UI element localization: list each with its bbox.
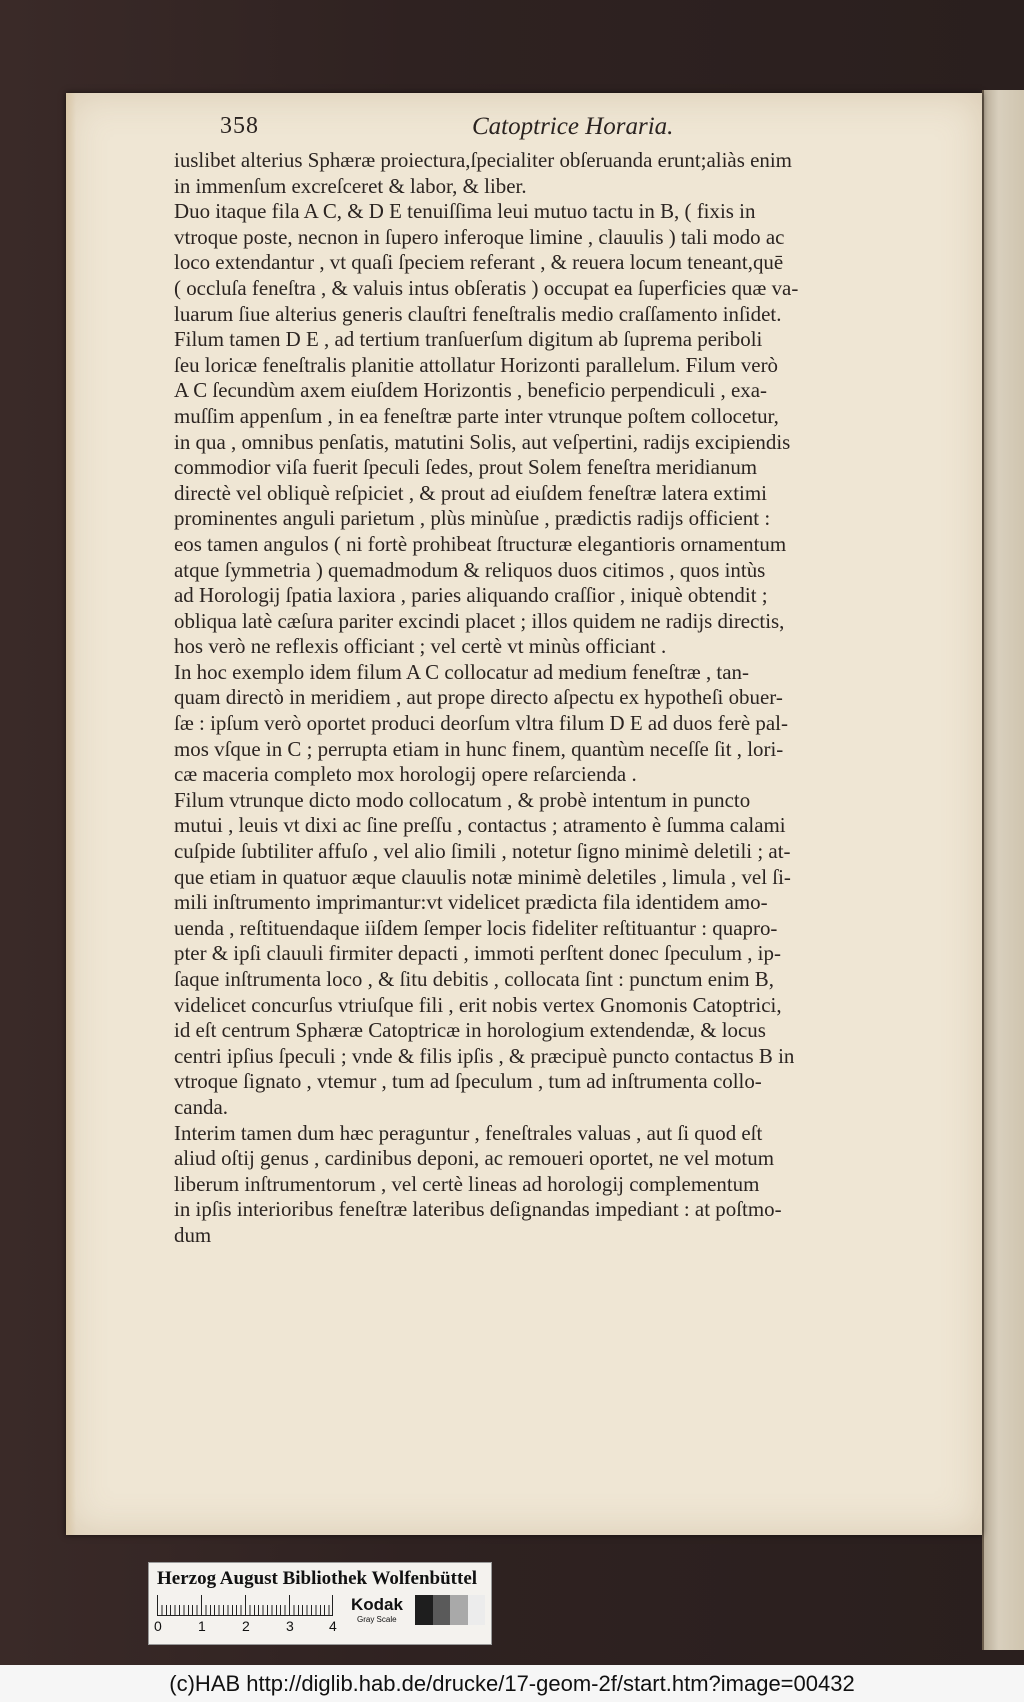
page-gutter-shadow (66, 93, 76, 1535)
ruler-number: 3 (286, 1618, 294, 1634)
text-line: obliqua latè cæſura pariter excindi placet ; illos quidem ne radijs directis, (174, 608, 785, 633)
text-line: ( occluſa feneſtra , & valuis intus obſeratis ) occupat ea ſuperficies quæ va- (174, 275, 799, 300)
text-line: iuslibet alterius Sphæræ proiectura,ſpecialiter obſeruanda erunt;aliàs enim (174, 148, 792, 172)
gray-patch (468, 1595, 486, 1625)
ruler-major-tick (245, 1595, 246, 1615)
text-line: centri ipſius ſpeculi ; vnde & filis ipſis , & præcipuè puncto contactus B in (174, 1043, 795, 1068)
text-line: Filum tamen D E , ad tertium tranſuerſum digitum ab ſuprema periboli (174, 327, 763, 352)
text-line: que etiam in quatuor æque clauulis notæ minimè deletiles , limula , vel ſi- (174, 864, 791, 889)
text-line: ſaque inſtrumenta loco , & ſitu debitis , collocata ſint : punctum enim B, (174, 967, 775, 991)
gray-scale-label: Gray Scale (357, 1615, 397, 1624)
gray-patch (415, 1595, 433, 1625)
text-line: in ipſis interioribus feneſtræ lateribus deſignandas impediant : at poſtmo- (174, 1197, 782, 1222)
ruler-scale (157, 1595, 333, 1616)
text-line: Filum vtrunque dicto modo collocatum , & probè intentum in puncto (174, 787, 751, 812)
text-line: id eſt centrum Sphæræ Catoptricæ in horologium extendendæ, & locus (174, 1018, 766, 1043)
text-line: liberum inſtrumentorum , vel certè lineas ad horologij complementum (174, 1171, 760, 1196)
ruler-number: 4 (329, 1618, 337, 1634)
text-line: A C ſecundùm axem eiuſdem Horizontis , beneficio perpendiculi , exa- (174, 378, 767, 403)
running-head (220, 113, 820, 143)
gray-patch (433, 1595, 451, 1625)
text-line: directè vel obliquè reſpiciet , & prout ad eiuſdem feneſtræ latera extimi (174, 480, 767, 505)
library-name: Herzog August Bibliothek Wolfenbüttel (157, 1568, 478, 1589)
text-line: Duo itaque fila A C, & D E tenuiſſima leui mutuo tactu in B, ( fixis in (174, 199, 756, 224)
body-text (174, 148, 934, 1249)
text-line: ſæ : ipſum verò oportet produci deorſum vltra filum D E ad duos ferè pal- (174, 711, 788, 736)
page-number: 358 (220, 113, 259, 139)
text-line: In hoc exemplo idem filum A C collocatur ad medium feneſtræ , tan- (174, 659, 749, 684)
text-line: aliud oſtij genus , cardinibus deponi, ac remoueri oportet, ne vel motum (174, 1146, 774, 1171)
text-line: hos verò ne reflexis officiant ; vel certè vt minùs officiant . (174, 634, 667, 659)
text-line: ad Horologij ſpatia laxiora , paries aliquando craſſior , iniquè obtendit ; (174, 583, 768, 608)
gray-patch (450, 1595, 468, 1625)
text-line: uenda , reſtituendaque iiſdem ſemper locis fideliter reſtituantur : quapro- (174, 915, 778, 940)
gray-scale-patches (415, 1595, 485, 1625)
text-line: mos vſque in C ; perrupta etiam in hunc finem, quantùm neceſſe ſit , lori- (174, 736, 784, 761)
color-calibration-card (148, 1562, 492, 1645)
text-line: commodior viſa fuerit ſpeculi ſedes, prout Solem feneſtra meridianum (174, 455, 758, 480)
text-line: prominentes anguli parietum , plùs minùſue , prædictis radijs officient : (174, 506, 771, 531)
text-line: quam directò in meridiem , aut prope directo aſpectu ex hypotheſi obuer- (174, 685, 783, 710)
ruler-major-tick (289, 1595, 290, 1615)
text-line: vtroque ſignato , vtemur , tum ad ſpeculum , tum ad inſtrumenta collo- (174, 1069, 762, 1094)
text-line: dum (174, 1222, 212, 1247)
ruler-number: 2 (242, 1618, 250, 1634)
text-line: mili inſtrumento imprimantur:vt videlicet prædicta fila identidem amo- (174, 890, 768, 915)
ruler-major-tick (201, 1595, 202, 1615)
copyright-url: (c)HAB http://diglib.hab.de/drucke/17-geom-2f/start.htm?image=00432 (169, 1671, 855, 1696)
kodak-logo: Kodak (351, 1595, 403, 1614)
text-line: pter & ipſi clauuli firmiter depacti , immoti perſtent donec ſpeculum , ip- (174, 941, 781, 966)
text-line: in qua , omnibus penſatis, matutini Solis, aut veſpertini, radijs excipiendis (174, 429, 791, 454)
ruler-major-tick (157, 1595, 158, 1615)
text-line: atque ſymmetria ) quemadmodum & reliquos duos citimos , quos intùs (174, 557, 766, 582)
ruler-number: 0 (154, 1618, 162, 1634)
adjacent-page-edge (982, 90, 1024, 1650)
running-title: Catoptrice Horaria. (472, 113, 674, 140)
text-line: eos tamen angulos ( ni fortè prohibeat ſtructuræ elegantioris ornamentum (174, 531, 787, 556)
text-line: luarum ſiue alterius generis clauſtri feneſtralis medio craſſamento inſidet. (174, 301, 782, 326)
text-line: muſſim appenſum , in ea feneſtræ parte inter vtrunque poſtem collocetur, (174, 403, 779, 428)
ruler-major-tick (332, 1595, 333, 1615)
text-line: loco extendantur , vt quaſi ſpeciem referant , & reuera locum teneant,quē (174, 250, 784, 275)
text-line: mutui , leuis vt dixi ac ſine preſſu , contactus ; atramento è ſumma calami (174, 813, 786, 838)
ruler-number: 1 (198, 1618, 206, 1634)
text-line: Interim tamen dum hæc peraguntur , feneſtrales valuas , aut ſi quod eſt (174, 1120, 763, 1145)
text-line: vtroque poste, necnon in ſupero inferoque limine , clauulis ) tali modo ac (174, 224, 785, 249)
text-line: canda. (174, 1094, 229, 1119)
footer-bar (0, 1665, 1024, 1702)
text-line: videlicet concurſus vtriuſque fili , erit nobis vertex Gnomonis Catoptrici, (174, 992, 782, 1017)
text-line: in immenſum excreſceret & labor, & liber. (174, 173, 527, 198)
text-line: cæ maceria completo mox horologij opere reſarcienda . (174, 762, 637, 787)
text-line: ſeu loricæ feneſtralis planitie attollatur Horizonti parallelum. Filum verò (174, 352, 779, 377)
text-line: cuſpide ſubtiliter affuſo , vel alio ſimili , notetur ſigno minimè deletili ; at- (174, 839, 791, 864)
